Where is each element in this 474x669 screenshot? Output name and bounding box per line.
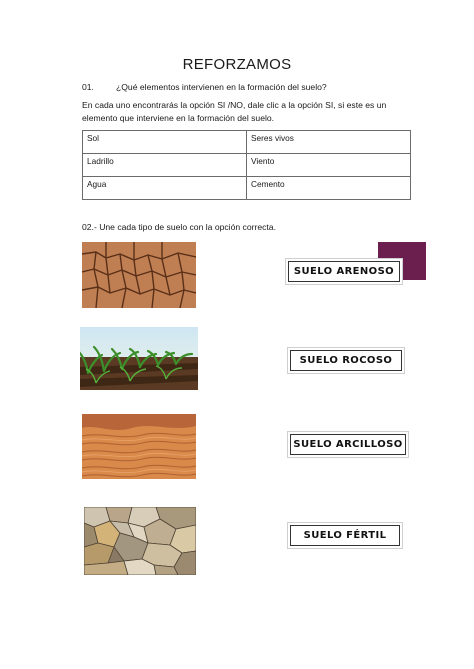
table-row <box>83 177 411 200</box>
soil-label-fertil[interactable]: SUELO FÉRTIL <box>290 525 400 546</box>
sand-dune-photo[interactable] <box>82 414 196 479</box>
soil-label-arenoso[interactable]: SUELO ARENOSO <box>288 261 400 282</box>
page-title: REFORZAMOS <box>182 56 292 73</box>
question-1-instruction: En cada uno encontrarás la opción SI /NO, dale clic a la opción SI, si este es un elemento que interviene en la formación del suelo. <box>82 100 387 123</box>
option-cell[interactable]: Cemento <box>247 177 411 200</box>
option-cell[interactable]: Seres vivos <box>247 131 411 154</box>
option-cell[interactable]: Sol <box>83 131 247 154</box>
green-crop-sprouts-photo[interactable] <box>80 327 198 390</box>
table-row <box>83 154 411 177</box>
soil-label-arcilloso[interactable]: SUELO ARCILLOSO <box>290 434 406 455</box>
question-1-number: 01. <box>82 82 94 92</box>
option-cell[interactable]: Agua <box>83 177 247 200</box>
option-cell[interactable]: Viento <box>247 154 411 177</box>
question-2-text: 02.- Une cada tipo de suelo con la opción correcta. <box>82 222 276 232</box>
question-1 <box>82 82 327 92</box>
cracked-clay-soil-photo[interactable] <box>82 242 196 308</box>
rocky-stones-photo[interactable] <box>84 507 196 575</box>
table-row <box>83 131 411 154</box>
option-cell[interactable]: Ladrillo <box>83 154 247 177</box>
soil-label-rocoso[interactable]: SUELO ROCOSO <box>290 350 402 371</box>
question-1-text: ¿Qué elementos intervienen en la formación del suelo? <box>116 82 327 92</box>
options-table <box>82 130 411 200</box>
